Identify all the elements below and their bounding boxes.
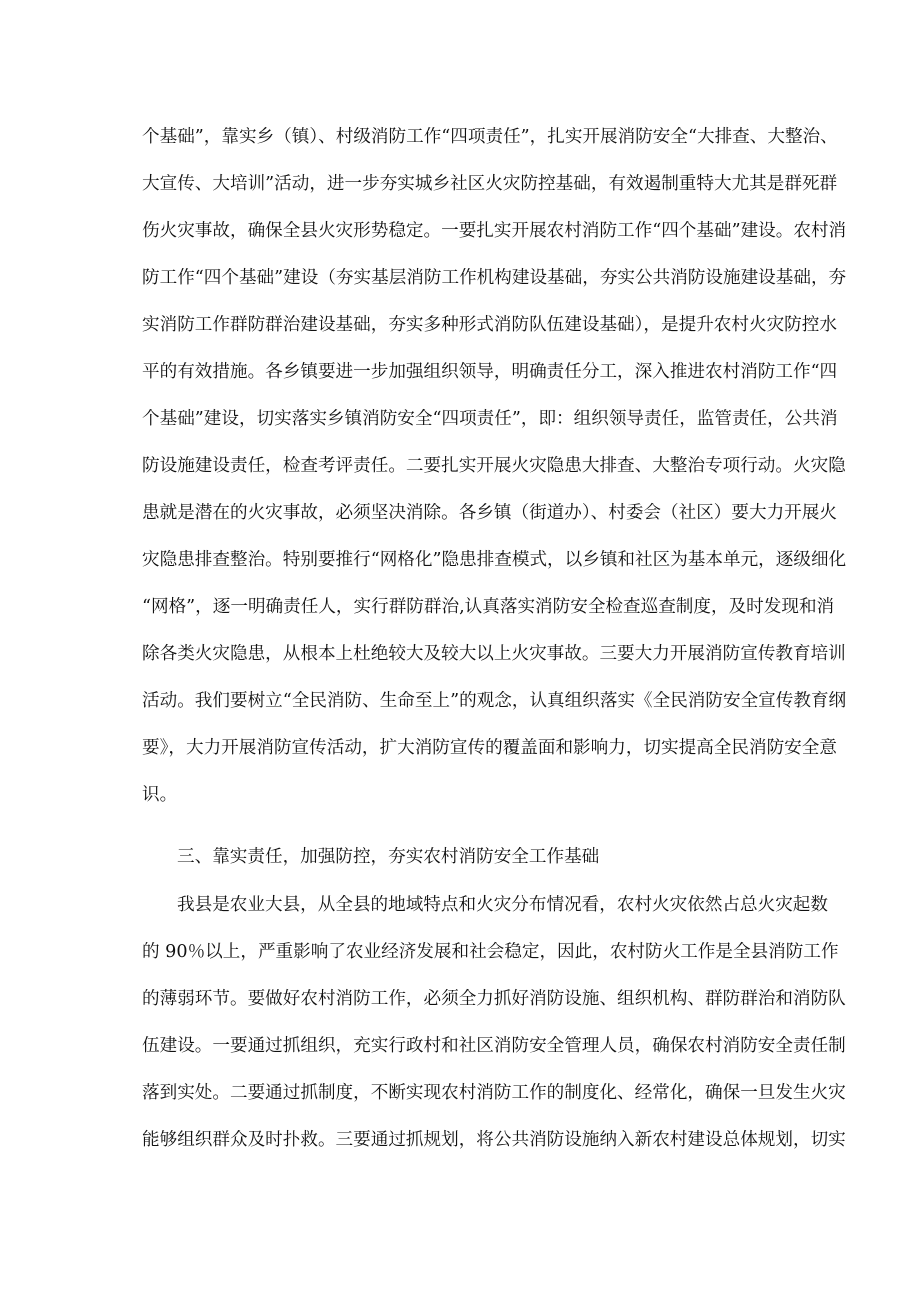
- text-line: 伍建设。一要通过抓组织，充实行政村和社区消防安全管理人员，确保农村消防安全责任制: [142, 1036, 846, 1056]
- text-line: 要》，大力开展消防宣传活动，扩大消防宣传的覆盖面和影响力，切实提高全民消防安全意: [142, 738, 837, 758]
- text-line: 伤火灾事故，确保全县火灾形势稳定。一要扎实开展农村消防工作“四个基础”建设。农村消: [142, 221, 847, 241]
- text-line: 灾隐患排查整治。特别要推行“网格化”隐患排查模式，以乡镇和社区为基本单元，逐级细化: [142, 550, 847, 570]
- text-line: 的薄弱环节。要做好农村消防工作，必须全力抓好消防设施、组织机构、群防群治和消防队: [142, 989, 846, 1009]
- text-line: 防设施建设责任，检查考评责任。二要扎实开展火灾隐患大排查、大整治专项行动。火灾隐: [142, 456, 846, 476]
- text-line: 患就是潜在的火灾事故，必须坚决消除。各乡镇（街道办）、村委会（社区）要大力开展火: [142, 503, 837, 523]
- text-line: 落到实处。二要通过抓制度，不断实现农村消防工作的制度化、经常化，确保一旦发生火灾: [142, 1083, 846, 1103]
- text-line: 的 90％以上，严重影响了农业经济发展和社会稳定，因此，农村防火工作是全县消防工作: [142, 942, 839, 962]
- text-line: 实消防工作群防群治建设基础，夯实多种形式消防队伍建设基础），是提升农村火灾防控水: [142, 315, 837, 335]
- text-line: 个基础”建设，切实落实乡镇消防安全“四项责任”，即：组织领导责任，监管责任，公共消: [142, 409, 838, 429]
- text-line: 个基础”，靠实乡（镇）、村级消防工作“四项责任”，扎实开展消防安全“大排查、大整治、: [142, 127, 838, 147]
- text-line: 大宣传、大培训”活动，进一步夯实城乡社区火灾防控基础，有效遏制重特大尤其是群死群: [142, 174, 838, 194]
- section-heading: 三、靠实责任，加强防控，夯实农村消防安全工作基础: [177, 847, 600, 867]
- text-line: 我县是农业大县，从全县的地域特点和火灾分布情况看，农村火灾依然占总火灾起数: [177, 895, 828, 915]
- text-line: “网格”，逐一明确责任人，实行群防群治,认真落实消防安全检查巡查制度，及时发现和消: [142, 597, 835, 617]
- text-line: 除各类火灾隐患，从根本上杜绝较大及较大以上火灾事故。三要大力开展消防宣传教育培训: [142, 644, 846, 664]
- text-line: 能够组织群众及时扑救。三要通过抓规划，将公共消防设施纳入新农村建设总体规划，切实: [142, 1130, 846, 1150]
- text-line: 活动。我们要树立“全民消防、生命至上”的观念，认真组织落实《全民消防安全宣传教育纲: [142, 691, 847, 711]
- text-line: 识。: [142, 785, 178, 805]
- text-line: 防工作“四个基础”建设（夯实基层消防工作机构建设基础，夯实公共消防设施建设基础，夯: [142, 268, 847, 288]
- text-line: 平的有效措施。各乡镇要进一步加强组织领导，明确责任分工，深入推进农村消防工作“四: [142, 362, 838, 382]
